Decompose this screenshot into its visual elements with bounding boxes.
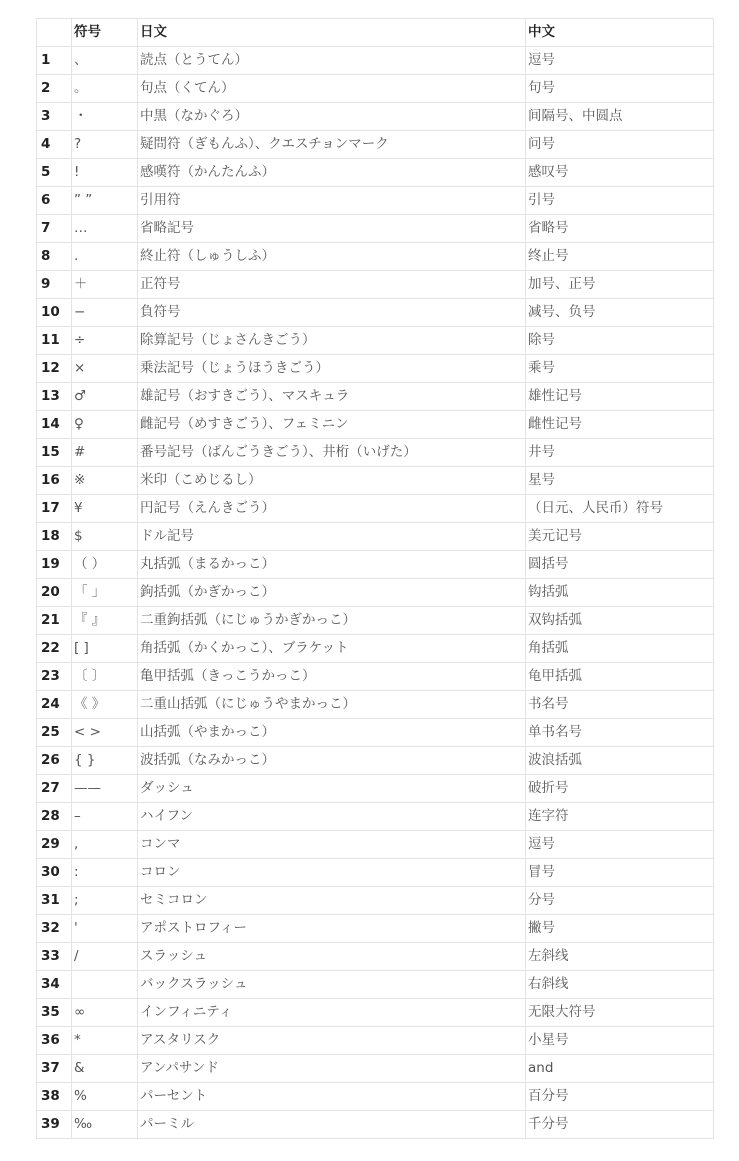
row-number-cell: 30	[37, 859, 72, 887]
table-row	[37, 495, 714, 523]
chinese-name-cell: 千分号	[526, 1111, 714, 1139]
row-number-cell: 23	[37, 663, 72, 691]
japanese-name-cell: アポストロフィー	[138, 915, 526, 943]
japanese-name-cell: 亀甲括弧（きっこうかっこ）	[138, 663, 526, 691]
chinese-name-cell: 逗号	[526, 831, 714, 859]
row-number-cell: 6	[37, 187, 72, 215]
row-number-cell: 36	[37, 1027, 72, 1055]
header-symbol: 符号	[72, 19, 138, 47]
punctuation-symbol-table	[36, 18, 714, 1139]
japanese-name-cell: 丸括弧（まるかっこ）	[138, 551, 526, 579]
japanese-name-cell: インフィニティ	[138, 999, 526, 1027]
symbol-cell: ?	[72, 131, 138, 159]
chinese-name-cell: 乘号	[526, 355, 714, 383]
chinese-name-cell: 感叹号	[526, 159, 714, 187]
chinese-name-cell: 井号	[526, 439, 714, 467]
table-row	[37, 551, 714, 579]
symbol-cell: 。	[72, 75, 138, 103]
japanese-name-cell: 除算記号（じょさんきごう）	[138, 327, 526, 355]
table-row	[37, 467, 714, 495]
symbol-cell: 、	[72, 47, 138, 75]
chinese-name-cell: 间隔号、中圆点	[526, 103, 714, 131]
chinese-name-cell: 撇号	[526, 915, 714, 943]
table-row	[37, 75, 714, 103]
chinese-name-cell: 圆括号	[526, 551, 714, 579]
chinese-name-cell: 小星号	[526, 1027, 714, 1055]
japanese-name-cell: 雄記号（おすきごう）、マスキュラ	[138, 383, 526, 411]
chinese-name-cell: 左斜线	[526, 943, 714, 971]
table-row	[37, 943, 714, 971]
chinese-name-cell: 引号	[526, 187, 714, 215]
japanese-name-cell: 鉤括弧（かぎかっこ）	[138, 579, 526, 607]
chinese-name-cell: 冒号	[526, 859, 714, 887]
chinese-name-cell: 百分号	[526, 1083, 714, 1111]
japanese-name-cell: 感嘆符（かんたんふ）	[138, 159, 526, 187]
table-row	[37, 1055, 714, 1083]
symbol-cell: !	[72, 159, 138, 187]
symbol-cell: 『 』	[72, 607, 138, 635]
symbol-cell: ” ”	[72, 187, 138, 215]
chinese-name-cell: 单书名号	[526, 719, 714, 747]
japanese-name-cell: 米印（こめじるし）	[138, 467, 526, 495]
chinese-name-cell: 龟甲括弧	[526, 663, 714, 691]
row-number-cell: 11	[37, 327, 72, 355]
row-number-cell: 7	[37, 215, 72, 243]
japanese-name-cell: コロン	[138, 859, 526, 887]
row-number-cell: 3	[37, 103, 72, 131]
row-number-cell: 31	[37, 887, 72, 915]
chinese-name-cell: 雄性记号	[526, 383, 714, 411]
table-row	[37, 999, 714, 1027]
symbol-cell: –	[72, 803, 138, 831]
row-number-cell: 9	[37, 271, 72, 299]
table-row	[37, 607, 714, 635]
japanese-name-cell: アンパサンド	[138, 1055, 526, 1083]
row-number-cell: 2	[37, 75, 72, 103]
row-number-cell: 1	[37, 47, 72, 75]
symbol-cell: （ ）	[72, 551, 138, 579]
table-row	[37, 691, 714, 719]
japanese-name-cell: バックスラッシュ	[138, 971, 526, 999]
chinese-name-cell: 美元记号	[526, 523, 714, 551]
row-number-cell: 5	[37, 159, 72, 187]
row-number-cell: 28	[37, 803, 72, 831]
symbol-cell: ※	[72, 467, 138, 495]
japanese-name-cell: スラッシュ	[138, 943, 526, 971]
chinese-name-cell: 无限大符号	[526, 999, 714, 1027]
symbol-cell: { }	[72, 747, 138, 775]
japanese-name-cell: 疑問符（ぎもんふ）、クエスチョンマーク	[138, 131, 526, 159]
row-number-cell: 12	[37, 355, 72, 383]
table-row	[37, 187, 714, 215]
row-number-cell: 20	[37, 579, 72, 607]
table-row	[37, 1111, 714, 1139]
japanese-name-cell: 正符号	[138, 271, 526, 299]
table-row	[37, 887, 714, 915]
japanese-name-cell: 山括弧（やまかっこ）	[138, 719, 526, 747]
table-row	[37, 1027, 714, 1055]
table-row	[37, 663, 714, 691]
chinese-name-cell: 问号	[526, 131, 714, 159]
row-number-cell: 18	[37, 523, 72, 551]
symbol-cell: &	[72, 1055, 138, 1083]
table-row	[37, 831, 714, 859]
header-row	[37, 19, 714, 47]
row-number-cell: 29	[37, 831, 72, 859]
japanese-name-cell: 二重山括弧（にじゅうやまかっこ）	[138, 691, 526, 719]
table-row	[37, 775, 714, 803]
table-row	[37, 719, 714, 747]
symbol-cell: *	[72, 1027, 138, 1055]
symbol-cell: ——	[72, 775, 138, 803]
symbol-table-container	[36, 18, 713, 1139]
table-row	[37, 1083, 714, 1111]
chinese-name-cell: 句号	[526, 75, 714, 103]
chinese-name-cell: 破折号	[526, 775, 714, 803]
table-row	[37, 299, 714, 327]
japanese-name-cell: パーセント	[138, 1083, 526, 1111]
japanese-name-cell: 二重鉤括弧（にじゅうかぎかっこ）	[138, 607, 526, 635]
table-row	[37, 635, 714, 663]
chinese-name-cell: 雌性记号	[526, 411, 714, 439]
header-number	[37, 19, 72, 47]
symbol-cell: ・	[72, 103, 138, 131]
symbol-cell: $	[72, 523, 138, 551]
chinese-name-cell: 减号、负号	[526, 299, 714, 327]
row-number-cell: 10	[37, 299, 72, 327]
row-number-cell: 25	[37, 719, 72, 747]
symbol-cell: ¥	[72, 495, 138, 523]
chinese-name-cell: 加号、正号	[526, 271, 714, 299]
symbol-cell: ♂	[72, 383, 138, 411]
table-header	[37, 19, 714, 47]
japanese-name-cell: 円記号（えんきごう）	[138, 495, 526, 523]
chinese-name-cell: 星号	[526, 467, 714, 495]
chinese-name-cell: 角括弧	[526, 635, 714, 663]
table-row	[37, 747, 714, 775]
header-chinese: 中文	[526, 19, 714, 47]
japanese-name-cell: 省略記号	[138, 215, 526, 243]
row-number-cell: 14	[37, 411, 72, 439]
row-number-cell: 15	[37, 439, 72, 467]
japanese-name-cell: 終止符（しゅうしふ）	[138, 243, 526, 271]
table-row	[37, 523, 714, 551]
chinese-name-cell: （日元、人民币）符号	[526, 495, 714, 523]
chinese-name-cell: 钩括弧	[526, 579, 714, 607]
row-number-cell: 17	[37, 495, 72, 523]
symbol-cell: −	[72, 299, 138, 327]
chinese-name-cell: and	[526, 1055, 714, 1083]
symbol-cell: ×	[72, 355, 138, 383]
row-number-cell: 39	[37, 1111, 72, 1139]
japanese-name-cell: コンマ	[138, 831, 526, 859]
row-number-cell: 33	[37, 943, 72, 971]
japanese-name-cell: セミコロン	[138, 887, 526, 915]
symbol-cell: ＋	[72, 271, 138, 299]
row-number-cell: 38	[37, 1083, 72, 1111]
table-row	[37, 803, 714, 831]
table-body	[37, 47, 714, 1139]
row-number-cell: 4	[37, 131, 72, 159]
japanese-name-cell: 句点（くてん）	[138, 75, 526, 103]
row-number-cell: 8	[37, 243, 72, 271]
table-row	[37, 355, 714, 383]
symbol-cell: ;	[72, 887, 138, 915]
symbol-cell: '	[72, 915, 138, 943]
table-row	[37, 915, 714, 943]
symbol-cell: [ ]	[72, 635, 138, 663]
row-number-cell: 16	[37, 467, 72, 495]
table-row	[37, 159, 714, 187]
symbol-cell	[72, 971, 138, 999]
japanese-name-cell: 引用符	[138, 187, 526, 215]
table-row	[37, 215, 714, 243]
japanese-name-cell: 中黒（なかぐろ）	[138, 103, 526, 131]
japanese-name-cell: 読点（とうてん）	[138, 47, 526, 75]
japanese-name-cell: ダッシュ	[138, 775, 526, 803]
symbol-cell: %	[72, 1083, 138, 1111]
chinese-name-cell: 连字符	[526, 803, 714, 831]
japanese-name-cell: ドル記号	[138, 523, 526, 551]
symbol-cell: /	[72, 943, 138, 971]
japanese-name-cell: ハイフン	[138, 803, 526, 831]
chinese-name-cell: 逗号	[526, 47, 714, 75]
symbol-cell: ♀	[72, 411, 138, 439]
japanese-name-cell: 波括弧（なみかっこ）	[138, 747, 526, 775]
table-row	[37, 383, 714, 411]
table-row	[37, 243, 714, 271]
symbol-cell: ‰	[72, 1111, 138, 1139]
row-number-cell: 21	[37, 607, 72, 635]
row-number-cell: 34	[37, 971, 72, 999]
table-row	[37, 859, 714, 887]
row-number-cell: 19	[37, 551, 72, 579]
row-number-cell: 26	[37, 747, 72, 775]
japanese-name-cell: 雌記号（めすきごう）、フェミニン	[138, 411, 526, 439]
table-row	[37, 103, 714, 131]
chinese-name-cell: 除号	[526, 327, 714, 355]
table-row	[37, 579, 714, 607]
symbol-cell: .	[72, 243, 138, 271]
row-number-cell: 22	[37, 635, 72, 663]
japanese-name-cell: 負符号	[138, 299, 526, 327]
chinese-name-cell: 双钩括弧	[526, 607, 714, 635]
japanese-name-cell: 角括弧（かくかっこ）、ブラケット	[138, 635, 526, 663]
symbol-cell: 《 》	[72, 691, 138, 719]
symbol-cell: ∞	[72, 999, 138, 1027]
row-number-cell: 32	[37, 915, 72, 943]
table-row	[37, 411, 714, 439]
table-row	[37, 439, 714, 467]
row-number-cell: 27	[37, 775, 72, 803]
symbol-cell: ÷	[72, 327, 138, 355]
chinese-name-cell: 分号	[526, 887, 714, 915]
chinese-name-cell: 波浪括弧	[526, 747, 714, 775]
table-row	[37, 131, 714, 159]
table-row	[37, 971, 714, 999]
chinese-name-cell: 右斜线	[526, 971, 714, 999]
row-number-cell: 13	[37, 383, 72, 411]
chinese-name-cell: 终止号	[526, 243, 714, 271]
symbol-cell: :	[72, 859, 138, 887]
symbol-cell: 「 」	[72, 579, 138, 607]
table-row	[37, 271, 714, 299]
japanese-name-cell: 番号記号（ばんごうきごう）、井桁（いげた）	[138, 439, 526, 467]
row-number-cell: 37	[37, 1055, 72, 1083]
symbol-cell: ,	[72, 831, 138, 859]
table-row	[37, 47, 714, 75]
symbol-cell: #	[72, 439, 138, 467]
japanese-name-cell: パーミル	[138, 1111, 526, 1139]
japanese-name-cell: アスタリスク	[138, 1027, 526, 1055]
symbol-cell: …	[72, 215, 138, 243]
chinese-name-cell: 书名号	[526, 691, 714, 719]
chinese-name-cell: 省略号	[526, 215, 714, 243]
header-japanese: 日文	[138, 19, 526, 47]
row-number-cell: 24	[37, 691, 72, 719]
symbol-cell: < >	[72, 719, 138, 747]
row-number-cell: 35	[37, 999, 72, 1027]
table-row	[37, 327, 714, 355]
symbol-cell: 〔 〕	[72, 663, 138, 691]
japanese-name-cell: 乗法記号（じょうほうきごう）	[138, 355, 526, 383]
